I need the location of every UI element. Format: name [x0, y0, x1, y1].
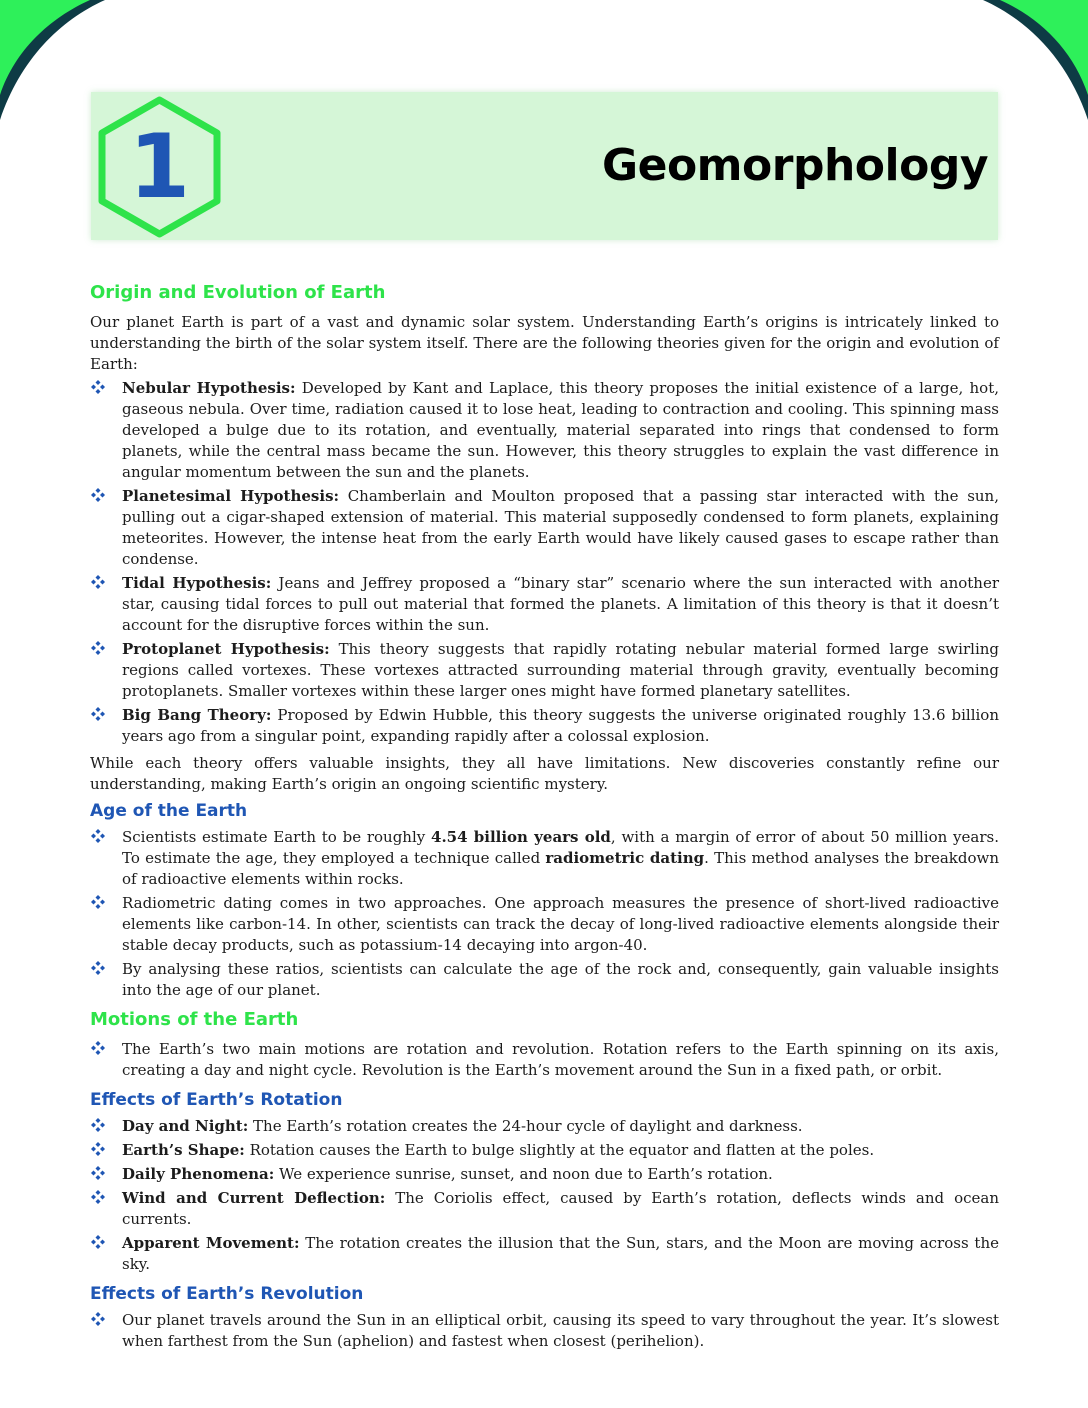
- list-item: [90, 378, 999, 483]
- list-item-text: This theory suggests that rapidly rotating nebular material formed large swirling regions called vortexes. These vortexes attracted surrounding material through gravity, eventually becoming protoplanets. Smaller vortexes within these larger ones might have formed planetary satellites.: [122, 640, 1000, 700]
- list-item: [90, 573, 999, 636]
- diamond-bullet-icon: [90, 894, 106, 910]
- diamond-bullet-icon: [90, 1234, 106, 1250]
- list-item-text: , with a margin of error of about 50 million years. To estimate the age, they employed a technique called: [122, 828, 999, 867]
- list-item-term: Protoplanet Hypothesis:: [122, 640, 330, 658]
- list-item-text: Our planet travels around the Sun in an elliptical orbit, causing its speed to vary throughout the year. It’s slowest when farthest from the Sun (aphelion) and fastest when closest (perihelion).: [122, 1311, 999, 1350]
- list-item-text: The Earth’s rotation creates the 24-hour cycle of daylight and darkness.: [248, 1117, 803, 1135]
- diamond-bullet-icon: [90, 640, 106, 656]
- age-list: [90, 827, 999, 1001]
- diamond-bullet-icon: [90, 1311, 106, 1327]
- page-content: [90, 280, 999, 1358]
- highlight-age: 4.54 billion years old: [431, 828, 611, 846]
- diamond-bullet-icon: [90, 574, 106, 590]
- diamond-bullet-icon: [90, 487, 106, 503]
- list-item: [90, 705, 999, 747]
- list-item-term: Day and Night:: [122, 1117, 249, 1135]
- list-item: [90, 893, 999, 956]
- list-item-text: By analysing these ratios, scientists can calculate the age of the rock and, consequently, gain valuable insights into the age of our planet.: [122, 960, 999, 999]
- list-item-text: Radiometric dating comes in two approaches. One approach measures the presence of short-lived radioactive elements like carbon-14. In other, scientists can track the decay of long-lived radioactive elements alongside their stable decay products, such as potassium-14 decaying into argon-40.: [122, 894, 999, 954]
- origin-theories-list: [90, 378, 999, 747]
- list-item-text: Jeans and Jeffrey proposed a “binary star” scenario where the sun interacted with another star, causing tidal forces to pull out material that formed the planets. A limitation of this theory is that it doesn’t account for the disruptive forces within the sun.: [122, 574, 999, 634]
- list-item-text: Proposed by Edwin Hubble, this theory suggests the universe originated roughly 13.6 billion years ago from a singular point, expanding rapidly after a colossal explosion.: [122, 706, 999, 745]
- diamond-bullet-icon: [90, 1165, 106, 1181]
- list-item-term: Planetesimal Hypothesis:: [122, 487, 340, 505]
- list-item-text: Rotation causes the Earth to bulge slightly at the equator and flatten at the poles.: [244, 1141, 875, 1159]
- chapter-number: 1: [128, 115, 191, 218]
- motions-list: [90, 1039, 999, 1081]
- origin-intro-paragraph: Our planet Earth is part of a vast and dynamic solar system. Understanding Earth’s origins is intricately linked to understanding the birth of the solar system itself. There are the following theories given for the origin and evolution of Earth:: [90, 313, 999, 373]
- section-heading-motions: Motions of the Earth: [90, 1009, 299, 1030]
- highlight-method: radiometric dating: [545, 849, 705, 867]
- list-item-text: We experience sunrise, sunset, and noon due to Earth’s rotation.: [274, 1165, 773, 1183]
- list-item-text: The rotation creates the illusion that the Sun, stars, and the Moon are moving across the sky.: [122, 1234, 999, 1273]
- list-item: [90, 1140, 999, 1161]
- list-item: [90, 827, 999, 890]
- list-item: [90, 1233, 999, 1275]
- section-heading-age: Age of the Earth: [90, 801, 248, 821]
- diamond-bullet-icon: [90, 1189, 106, 1205]
- list-item-term: Wind and Current Deflection:: [122, 1189, 386, 1207]
- list-item: [90, 1310, 999, 1352]
- diamond-bullet-icon: [90, 706, 106, 722]
- section-heading-revolution: Effects of Earth’s Revolution: [90, 1284, 364, 1304]
- list-item-term: Daily Phenomena:: [122, 1165, 275, 1183]
- section-heading-rotation: Effects of Earth’s Rotation: [90, 1090, 343, 1110]
- list-item-term: Earth’s Shape:: [122, 1141, 245, 1159]
- list-item-text: . This method analyses the breakdown of radioactive elements within rocks.: [122, 849, 999, 888]
- chapter-title: Geomorphology: [602, 140, 988, 191]
- list-item: [90, 959, 999, 1001]
- section-heading-origin: Origin and Evolution of Earth: [90, 282, 386, 303]
- diamond-bullet-icon: [90, 960, 106, 976]
- diamond-bullet-icon: [90, 1117, 106, 1133]
- list-item: [90, 486, 999, 570]
- list-item: [90, 1188, 999, 1230]
- diamond-bullet-icon: [90, 828, 106, 844]
- list-item-term: Nebular Hypothesis:: [122, 379, 296, 397]
- origin-outro-paragraph: While each theory offers valuable insights, they all have limitations. New discoveries constantly refine our understanding, making Earth’s origin an ongoing scientific mystery.: [90, 754, 999, 793]
- list-item-term: Big Bang Theory:: [122, 706, 272, 724]
- diamond-bullet-icon: [90, 379, 106, 395]
- list-item-text: Scientists estimate Earth to be roughly: [122, 828, 432, 846]
- rotation-effects-list: [90, 1116, 999, 1275]
- list-item-text: The Coriolis effect, caused by Earth’s rotation, deflects winds and ocean currents.: [122, 1189, 1000, 1228]
- list-item-term: Tidal Hypothesis:: [122, 574, 272, 592]
- list-item-text: The Earth’s two main motions are rotation and revolution. Rotation refers to the Earth spinning on its axis, creating a day and night cycle. Revolution is the Earth’s movement around the Sun in a fixed path, or orbit.: [122, 1040, 999, 1079]
- list-item: [90, 1116, 999, 1137]
- list-item: [90, 1164, 999, 1185]
- list-item-text: Developed by Kant and Laplace, this theory proposes the initial existence of a large, hot, gaseous nebula. Over time, radiation caused it to lose heat, leading to contraction and cooling. This spinning mass developed a bulge due to its rotation, and eventually, material separated into rings that condensed to form planets, while the central mass became the sun. However, this theory struggles to explain the vast difference in angular momentum between the sun and the planets.: [122, 379, 999, 481]
- diamond-bullet-icon: [90, 1040, 106, 1056]
- list-item-term: Apparent Movement:: [122, 1234, 300, 1252]
- list-item: [90, 639, 999, 702]
- revolution-effects-list: [90, 1310, 999, 1352]
- diamond-bullet-icon: [90, 1141, 106, 1157]
- list-item: [90, 1039, 999, 1081]
- list-item-text: Chamberlain and Moulton proposed that a passing star interacted with the sun, pulling out a cigar-shaped extension of material. This material supposedly condensed to form planets, explaining meteorites. However, the intense heat from the early Earth would have likely caused gases to escape rather than condense.: [122, 487, 999, 568]
